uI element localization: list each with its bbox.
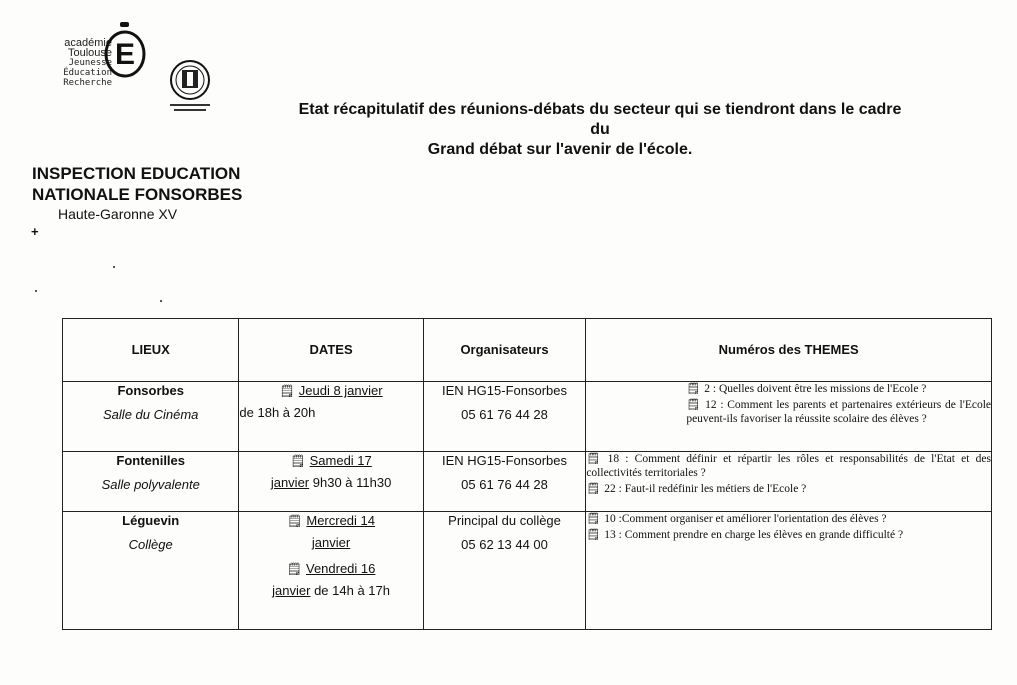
logo-line-jeunesse: Jeunesse (68, 58, 112, 68)
calendar-icon: 🗒 (686, 382, 701, 395)
cell-lieu (63, 452, 239, 512)
department-emblem-logo (162, 58, 218, 116)
calendar-icon: 🗒 (586, 452, 604, 465)
academy-logo-text (52, 38, 112, 88)
date-time: 9h30 à 11h30 (312, 475, 392, 490)
header-dates: DATES (239, 319, 423, 382)
date-time: de 18h à 20h (239, 405, 316, 420)
header-lieux: LIEUX (63, 319, 239, 382)
calendar-icon: 🗒 (279, 384, 295, 398)
plus-mark: + (31, 224, 39, 239)
theme-item: 🗒 10 :Comment organiser et améliorer l'orientation des élèves ? (586, 512, 887, 525)
org-phone: 05 62 13 44 00 (461, 537, 548, 552)
calendar-icon: 🗒 (686, 398, 702, 411)
meetings-table (62, 318, 992, 630)
lieu-salle: Collège (128, 537, 173, 552)
date-day: Vendredi 16 (305, 561, 376, 576)
title-line-3: Grand débat sur l'avenir de l'école. (427, 141, 693, 158)
calendar-icon: 🗒 (586, 512, 601, 525)
org-name: IEN HG15-Fonsorbes (442, 453, 568, 468)
table-header-row (63, 319, 992, 382)
scan-speck (35, 290, 37, 292)
inspection-header (32, 163, 242, 205)
cell-lieu (63, 382, 239, 452)
region-label: Haute-Garonne XV (58, 206, 178, 222)
lieu-name: Fontenilles (116, 453, 186, 468)
org-name: IEN HG15-Fonsorbes (442, 383, 568, 398)
cell-dates (239, 512, 423, 630)
theme-item: 🗒 13 : Comment prendre en charge les élèves en grande difficulté ? (586, 528, 904, 541)
inspection-line-1: INSPECTION EDUCATION (32, 164, 241, 183)
table-row (63, 452, 992, 512)
title-line-1: Etat récapitulatif des réunions-débats du secteur qui se tiendront dans le cadre (298, 101, 902, 118)
cell-themes (586, 382, 992, 452)
date-month: janvier (270, 475, 310, 490)
date-month: janvier (311, 535, 351, 550)
cell-dates (239, 452, 423, 512)
header-organisateurs: Organisateurs (423, 319, 586, 382)
header-themes: Numéros des THEMES (586, 319, 992, 382)
table-row (63, 382, 992, 452)
theme-item: 🗒 12 : Comment les parents et partenaires extérieurs de l'Ecole peuvent-ils favoriser la réussite scolaire des élèves ? (686, 398, 991, 425)
lieu-name: Léguevin (122, 513, 180, 528)
date-day: Jeudi 8 janvier (298, 383, 383, 398)
scan-speck (113, 266, 115, 268)
org-name: Principal du collège (448, 513, 561, 528)
lieu-salle: Salle du Cinéma (103, 407, 199, 422)
cell-themes (586, 512, 992, 630)
inspection-line-2: NATIONALE FONSORBES (32, 185, 243, 204)
calendar-icon: 🗒 (290, 454, 306, 468)
theme-item: 🗒 18 : Comment définir et répartir les rôles et responsabilités de l'Etat et des collectivités territoriales ? (586, 452, 991, 479)
org-phone: 05 61 76 44 28 (461, 407, 548, 422)
scan-speck (160, 300, 162, 302)
cell-dates (239, 382, 423, 452)
logo-line-toulouse: Toulouse (67, 47, 112, 59)
logo-line-academie: académie (64, 37, 112, 49)
title-line-2: du (590, 121, 610, 138)
date-month: janvier (272, 583, 311, 598)
lieu-name: Fonsorbes (117, 383, 184, 398)
org-phone: 05 61 76 44 28 (461, 477, 548, 492)
document-title (230, 100, 970, 160)
calendar-icon: 🗒 (286, 562, 302, 576)
table-row (63, 512, 992, 630)
calendar-icon: 🗒 (586, 482, 601, 495)
date-day: Samedi 17 (309, 453, 372, 468)
cell-organisateur (423, 382, 586, 452)
svg-text:E: E (114, 38, 136, 71)
date-time: de 14h à 17h (314, 583, 390, 598)
cell-lieu (63, 512, 239, 630)
theme-item: 🗒 2 : Quelles doivent être les missions de l'Ecole ? (686, 382, 927, 395)
theme-item: 🗒 22 : Faut-il redéfinir les métiers de l'Ecole ? (586, 482, 807, 495)
cell-organisateur (423, 452, 586, 512)
cell-themes (586, 452, 992, 512)
logo-line-education: Éducation (63, 68, 112, 78)
calendar-icon: 🗒 (586, 528, 601, 541)
lieu-salle: Salle polyvalente (101, 477, 200, 492)
cell-organisateur (423, 512, 586, 630)
date-day: Mercredi 14 (306, 513, 375, 528)
logo-line-recherche: Recherche (63, 78, 112, 88)
calendar-icon: 🗒 (287, 514, 303, 528)
academy-e-logo (104, 22, 146, 78)
